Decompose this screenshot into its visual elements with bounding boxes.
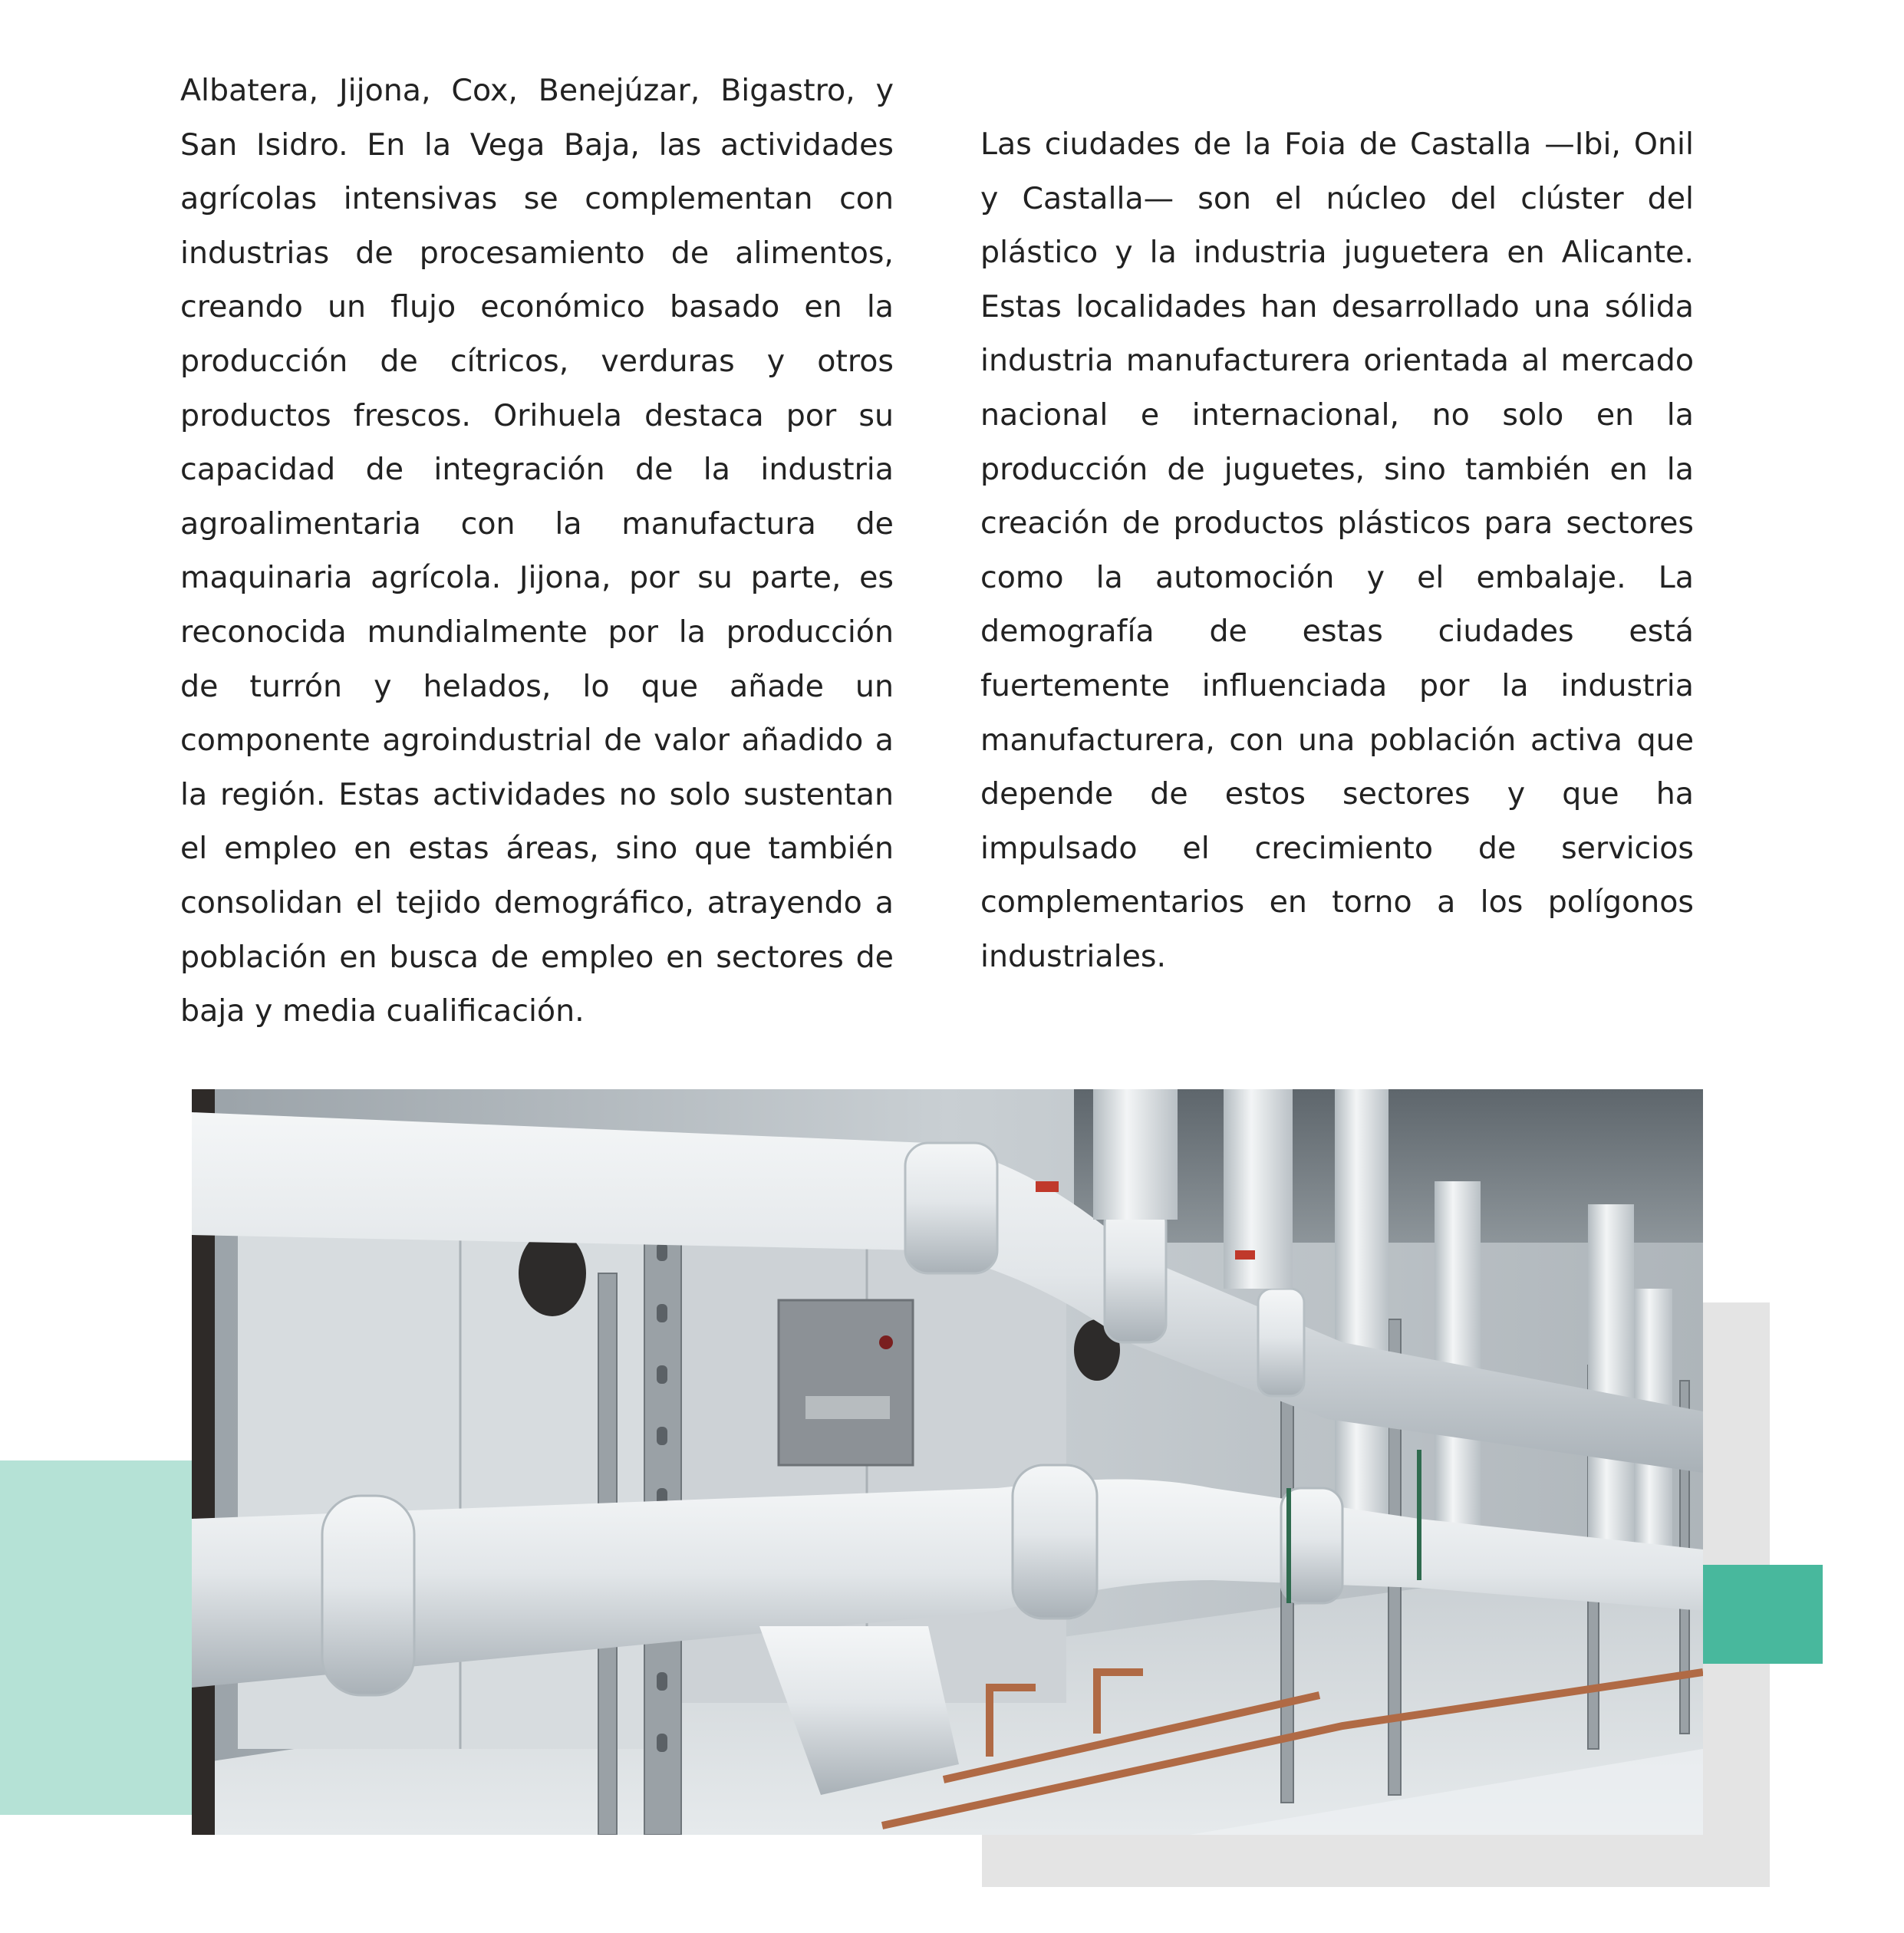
decor-teal-block xyxy=(1688,1565,1823,1664)
decor-mint-block xyxy=(0,1460,193,1815)
text-column-left: Albatera, Jijona, Cox, Benejúzar, Bigastro, y San Isidro. En la Vega Baja, las actividades agrícolas intensivas se complementan con industrias de procesamiento de alimentos, creando un flujo económico basado en la producción de cítricos, verduras y otros productos frescos. Orihuela destaca por su capacidad de integración de la industria agroalimentaria con la manufactura de maquinaria agrícola. Jijona, por su parte, es reconocida mundialmente por la producción de turrón y helados, lo que añade un componente agroindustrial de valor añadido a la región. Estas actividades no solo sustentan el empleo en estas áreas, sino que también consolidan el tejido demográfico, atrayendo a población en busca de empleo en sectores de baja y media cualificación. xyxy=(180,73,894,1029)
industrial-pipes-photo xyxy=(192,1089,1703,1835)
text-column-right: Las ciudades de la Foia de Castalla —Ibi, Onil y Castalla— son el núcleo del clúster del plástico y la industria juguetera en Alicante. Estas localidades han desarrollado una sólida industria manufacturera orientada al mercado nacional e internacional, no solo en la producción de juguetes, sino también en la creación de productos plásticos para sectores como la automoción y el embalaje. La demografía de estas ciudades está fuertemente influenciada por la industria manufacturera, con una población activa que depende de estos sectores y que ha impulsado el crecimiento de servicios complementarios en torno a los polígonos industriales. xyxy=(980,127,1694,974)
